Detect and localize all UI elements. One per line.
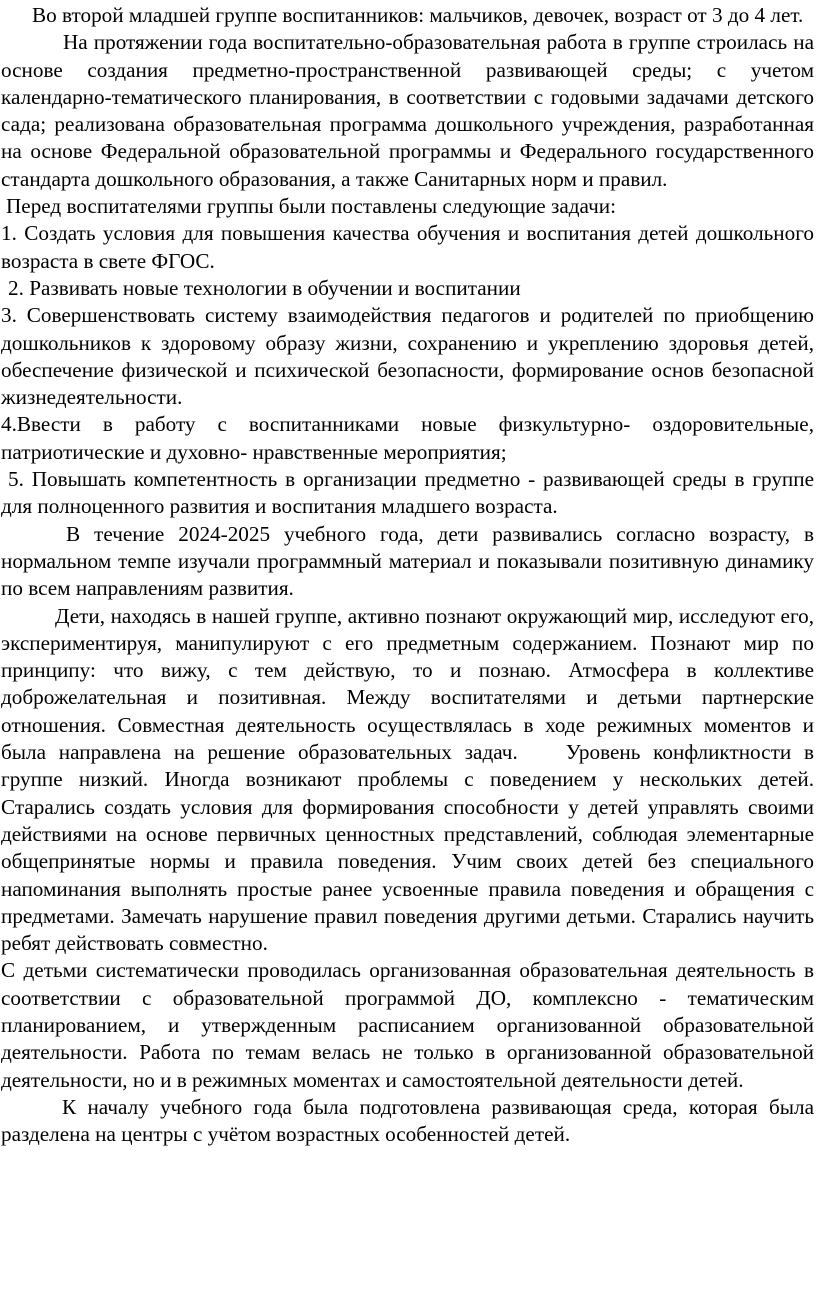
group-life-part-1: Дети, находясь в нашей группе, активно познают окружающий мир, исследуют его, экспериментируя, манипулируют с его предметным содержанием. Познают мир по принципу: что вижу, с тем действую, то и познаю. Атмосфера в коллективе доброжелательная и позитивная. Между воспитателями и детьми партнерские отношения. Совместная деятельность осуществлялась в ходе режимных моментов и была направлена на решение образовательных задач. (1, 603, 814, 765)
document-page (0, 2, 816, 1292)
task-item-5: 5. Повышать компетентность в организации предметно - развивающей среды в группе для полноценного развития и воспитания младшего возраста. (1, 467, 814, 519)
environment-paragraph: К началу учебного года была подготовлена развивающая среда, которая была разделена на центры с учётом возрастных особенностей детей. (1, 1094, 814, 1147)
group-life-paragraph (1, 603, 814, 958)
development-paragraph: В течение 2024-2025 учебного года, дети развивались согласно возрасту, в нормальном темпе изучали программный материал и показывали позитивную динамику по всем направлениям развития. (1, 521, 814, 601)
organized-activity-paragraph: С детьми систематически проводилась организованная образовательная деятельность в соответствии с образовательной программой ДО, комплексно - тематическим планированием, и утвержденным расписанием организованной образовательной деятельности. Работа по темам велась не только в организованной образовательной деятельности, но и в режимных моментах и самостоятельной деятельности детей. (1, 958, 814, 1092)
group-life-part-2: Уровень конфликтности в группе низкий. Иногда возникают проблемы с поведением у нескольких детей. Старались создать условия для формирования способности у детей управлять своими действиями на основе первичных ценностных представлений, соблюдая элементарные общепринятые нормы и правила поведения. Учим своих детей без специального напоминания выполнять простые ранее усвоенные правила поведения и обращения с предметами. Замечать нарушение правил поведения другими детьми. Старались научить ребят действовать совместно. (1, 740, 814, 956)
work-overview-paragraph: На протяжении года воспитательно-образовательная работа в группе строилась на основе создания предметно-пространственной развивающей среды; с учетом календарно-тематического планирования, в соответствии с годовыми задачами детского сада; реализована образовательная программа дошкольного учреждения, разработанная на основе Федеральной образовательной программы и Федерального государственного стандарта дошкольного образования, а также Санитарных норм и правил. (1, 30, 814, 191)
task-item-2: 2. Развивать новые технологии в обучении и воспитании (8, 275, 521, 300)
task-item-1: 1. Создать условия для повышения качества обучения и воспитания детей дошкольного возраста в свете ФГОС. (1, 221, 814, 273)
intro-paragraph: Во второй младшей группе воспитанников: мальчиков, девочек, возраст от 3 до 4 лет. (32, 3, 804, 27)
task-item-4: 4.Ввести в работу с воспитанниками новые физкультурно- оздоровительные, патриотические и духовно- нравственные мероприятия; (1, 412, 814, 464)
task-item-3: 3. Совершенствовать систему взаимодействия педагогов и родителей по приобщению дошкольников к здоровому образу жизни, сохранению и укреплению здоровья детей, обеспечение физической и психической безопасности, формирование основ безопасной жизнедеятельности. (1, 303, 814, 410)
tasks-heading: Перед воспитателями группы были поставлены следующие задачи: (6, 194, 616, 219)
